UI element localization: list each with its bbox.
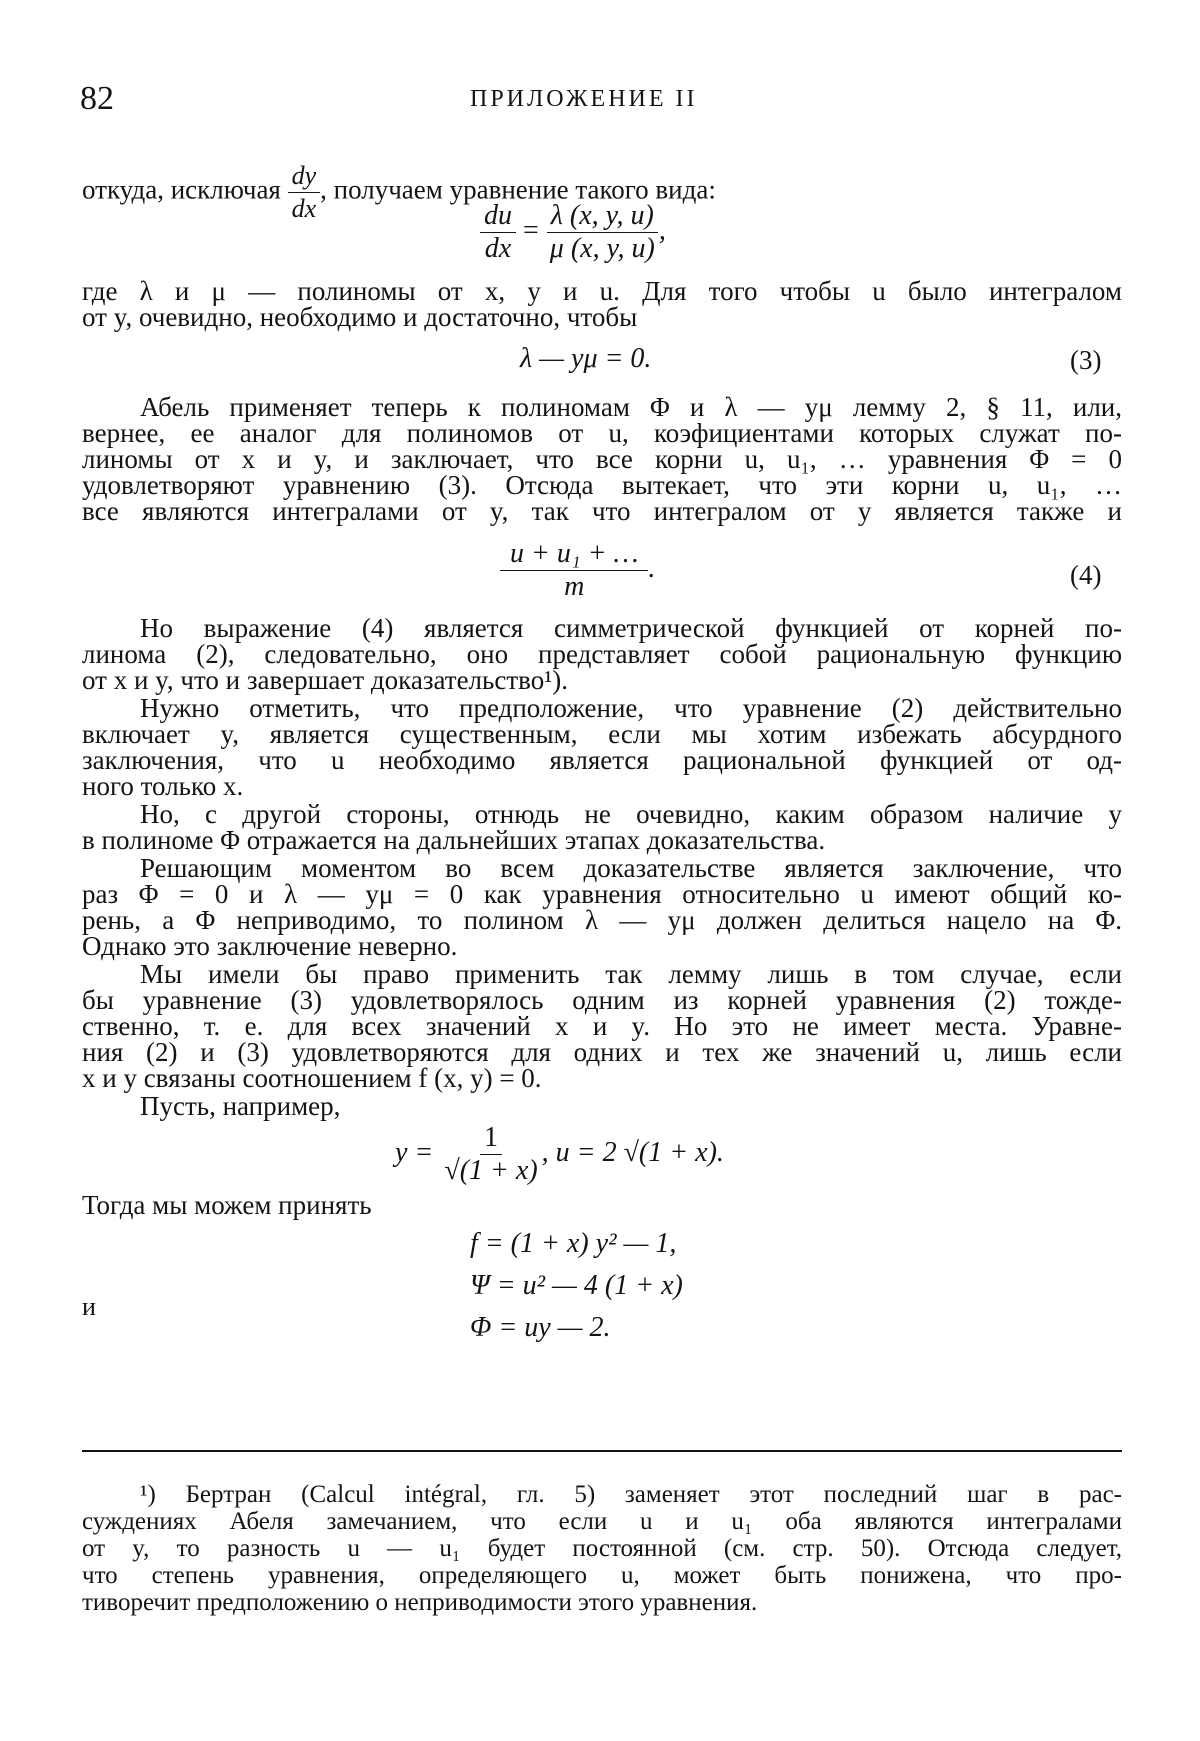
equation-number: (3) bbox=[1070, 345, 1101, 376]
dydx-fraction bbox=[288, 160, 321, 225]
text-line: удовлетворяют уравнению (3). Отсюда вытекает, что эти корни u, u₁, … bbox=[82, 470, 1122, 500]
fraction-numerator: dy bbox=[288, 160, 321, 193]
punctuation: , bbox=[659, 215, 666, 246]
connective-word: и bbox=[82, 1292, 96, 1322]
equation-lhs: y = bbox=[395, 1137, 433, 1168]
footnote-line: ¹) Бертран (Calcul intégral, гл. 5) заменяет этот последний шаг в рас- bbox=[140, 1480, 1122, 1510]
equation-3: λ — yμ = 0. bbox=[520, 343, 651, 375]
fraction-numerator: 1 bbox=[480, 1122, 502, 1155]
fraction-denominator: dx bbox=[288, 193, 321, 225]
text-line: заключения, что u необходимо является рациональной функцией от од- bbox=[82, 745, 1122, 775]
text-line: x и y связаны соотношением f (x, y) = 0. bbox=[82, 1063, 1122, 1093]
equation-rhs: , u = 2 √(1 + x). bbox=[542, 1137, 724, 1168]
footnote-line: что степень уравнения, определяющего u, может быть понижена, что про- bbox=[82, 1561, 1122, 1591]
equation-f: f = (1 + x) y² — 1, bbox=[470, 1228, 676, 1260]
fraction-denominator: dx bbox=[481, 233, 515, 265]
text-line: от x и y, что и завершает доказательство¹). bbox=[82, 665, 1122, 695]
fraction-numerator: u + u₁ + … bbox=[500, 538, 648, 571]
text-line: бы уравнение (3) удовлетворялось одним из корней уравнения (2) тожде- bbox=[82, 985, 1122, 1015]
footnote-divider bbox=[82, 1450, 1122, 1452]
text-line: линомы от x и y, и заключает, что все корни u, u₁, … уравнения Φ = 0 bbox=[82, 444, 1122, 474]
text-line: все являются интегралами от y, так что интегралом от y является также и bbox=[82, 496, 1122, 526]
text-fragment: откуда, исключая bbox=[82, 175, 281, 205]
fraction-denominator: √(1 + x) bbox=[440, 1155, 541, 1187]
text-line: ственно, т. е. для всех значений x и y. Но это не имеет места. Уравне- bbox=[82, 1011, 1122, 1041]
text-line: включает y, является существенным, если мы хотим избежать абсурдного bbox=[82, 719, 1122, 749]
text-line: вернее, ее аналог для полиномов от u, коэфициентами которых служат по- bbox=[82, 418, 1122, 448]
text-line: линома (2), следовательно, оно представляет собой рациональную функцию bbox=[82, 639, 1122, 669]
fraction-denominator: μ (x, y, u) bbox=[546, 233, 659, 265]
page-number: 82 bbox=[80, 80, 114, 118]
text-line: Но выражение (4) является симметрической функцией от корней по- bbox=[140, 613, 1122, 643]
equation-psi: Ψ = u² — 4 (1 + x) bbox=[470, 1270, 683, 1302]
text-line: ного только x. bbox=[82, 771, 1122, 801]
text-line: рень, а Φ неприводимо, то полином λ — yμ должен делиться нацело на Φ. bbox=[82, 905, 1122, 935]
equation-du-dx: du dx = λ (x, y, u) μ (x, y, u) , bbox=[480, 200, 666, 265]
text-line: где λ и μ — полиномы от x, y и u. Для того чтобы u было интегралом bbox=[82, 276, 1122, 306]
text-line: Абель применяет теперь к полиномам Φ и λ — yμ лемму 2, § 11, или, bbox=[140, 392, 1122, 422]
running-title: ПРИЛОЖЕНИЕ II bbox=[470, 86, 698, 113]
footnote-line: от y, то разность u — u₁ будет постоянной (см. стр. 50). Отсюда следует, bbox=[82, 1534, 1122, 1564]
text-line: Решающим моментом во всем доказательстве является заключение, что bbox=[140, 853, 1122, 883]
footnote-line: тиворечит предположению о неприводимости этого уравнения. bbox=[82, 1588, 1122, 1618]
text-line: Тогда мы можем принять bbox=[82, 1190, 1122, 1220]
text-line: от y, очевидно, необходимо и достаточно, чтобы bbox=[82, 302, 1122, 332]
equation-number: (4) bbox=[1070, 560, 1101, 591]
text-line: раз Φ = 0 и λ — yμ = 0 как уравнения относительно u имеют общий ко- bbox=[82, 879, 1122, 909]
text-line: Нужно отметить, что предположение, что уравнение (2) действительно bbox=[140, 693, 1122, 723]
punctuation: . bbox=[648, 553, 655, 584]
text-line: в полиноме Φ отражается на дальнейших этапах доказательства. bbox=[82, 825, 1122, 855]
fraction-numerator: du bbox=[480, 200, 516, 233]
text-line: Однако это заключение неверно. bbox=[82, 931, 1122, 961]
fraction-denominator: m bbox=[560, 571, 588, 603]
text-line: Но, с другой стороны, отнюдь не очевидно, каким образом наличие y bbox=[140, 799, 1122, 829]
equation-phi: Φ = uy — 2. bbox=[470, 1312, 611, 1344]
text-line: Мы имели бы право применить так лемму лишь в том случае, если bbox=[140, 959, 1122, 989]
book-page bbox=[0, 0, 1200, 1741]
footnote-line: суждениях Абеля замечанием, что если u и u₁ оба являются интегралами bbox=[82, 1507, 1122, 1537]
fraction-numerator: λ (x, y, u) bbox=[547, 200, 658, 233]
text-line: Пусть, например, bbox=[140, 1091, 1122, 1121]
text-line: ния (2) и (3) удовлетворяются для одних и тех же значений u, лишь если bbox=[82, 1037, 1122, 1067]
text-fragment: , получаем уравнение такого вида: bbox=[320, 175, 716, 205]
equation-example bbox=[395, 1122, 724, 1187]
equation-4 bbox=[500, 538, 655, 603]
